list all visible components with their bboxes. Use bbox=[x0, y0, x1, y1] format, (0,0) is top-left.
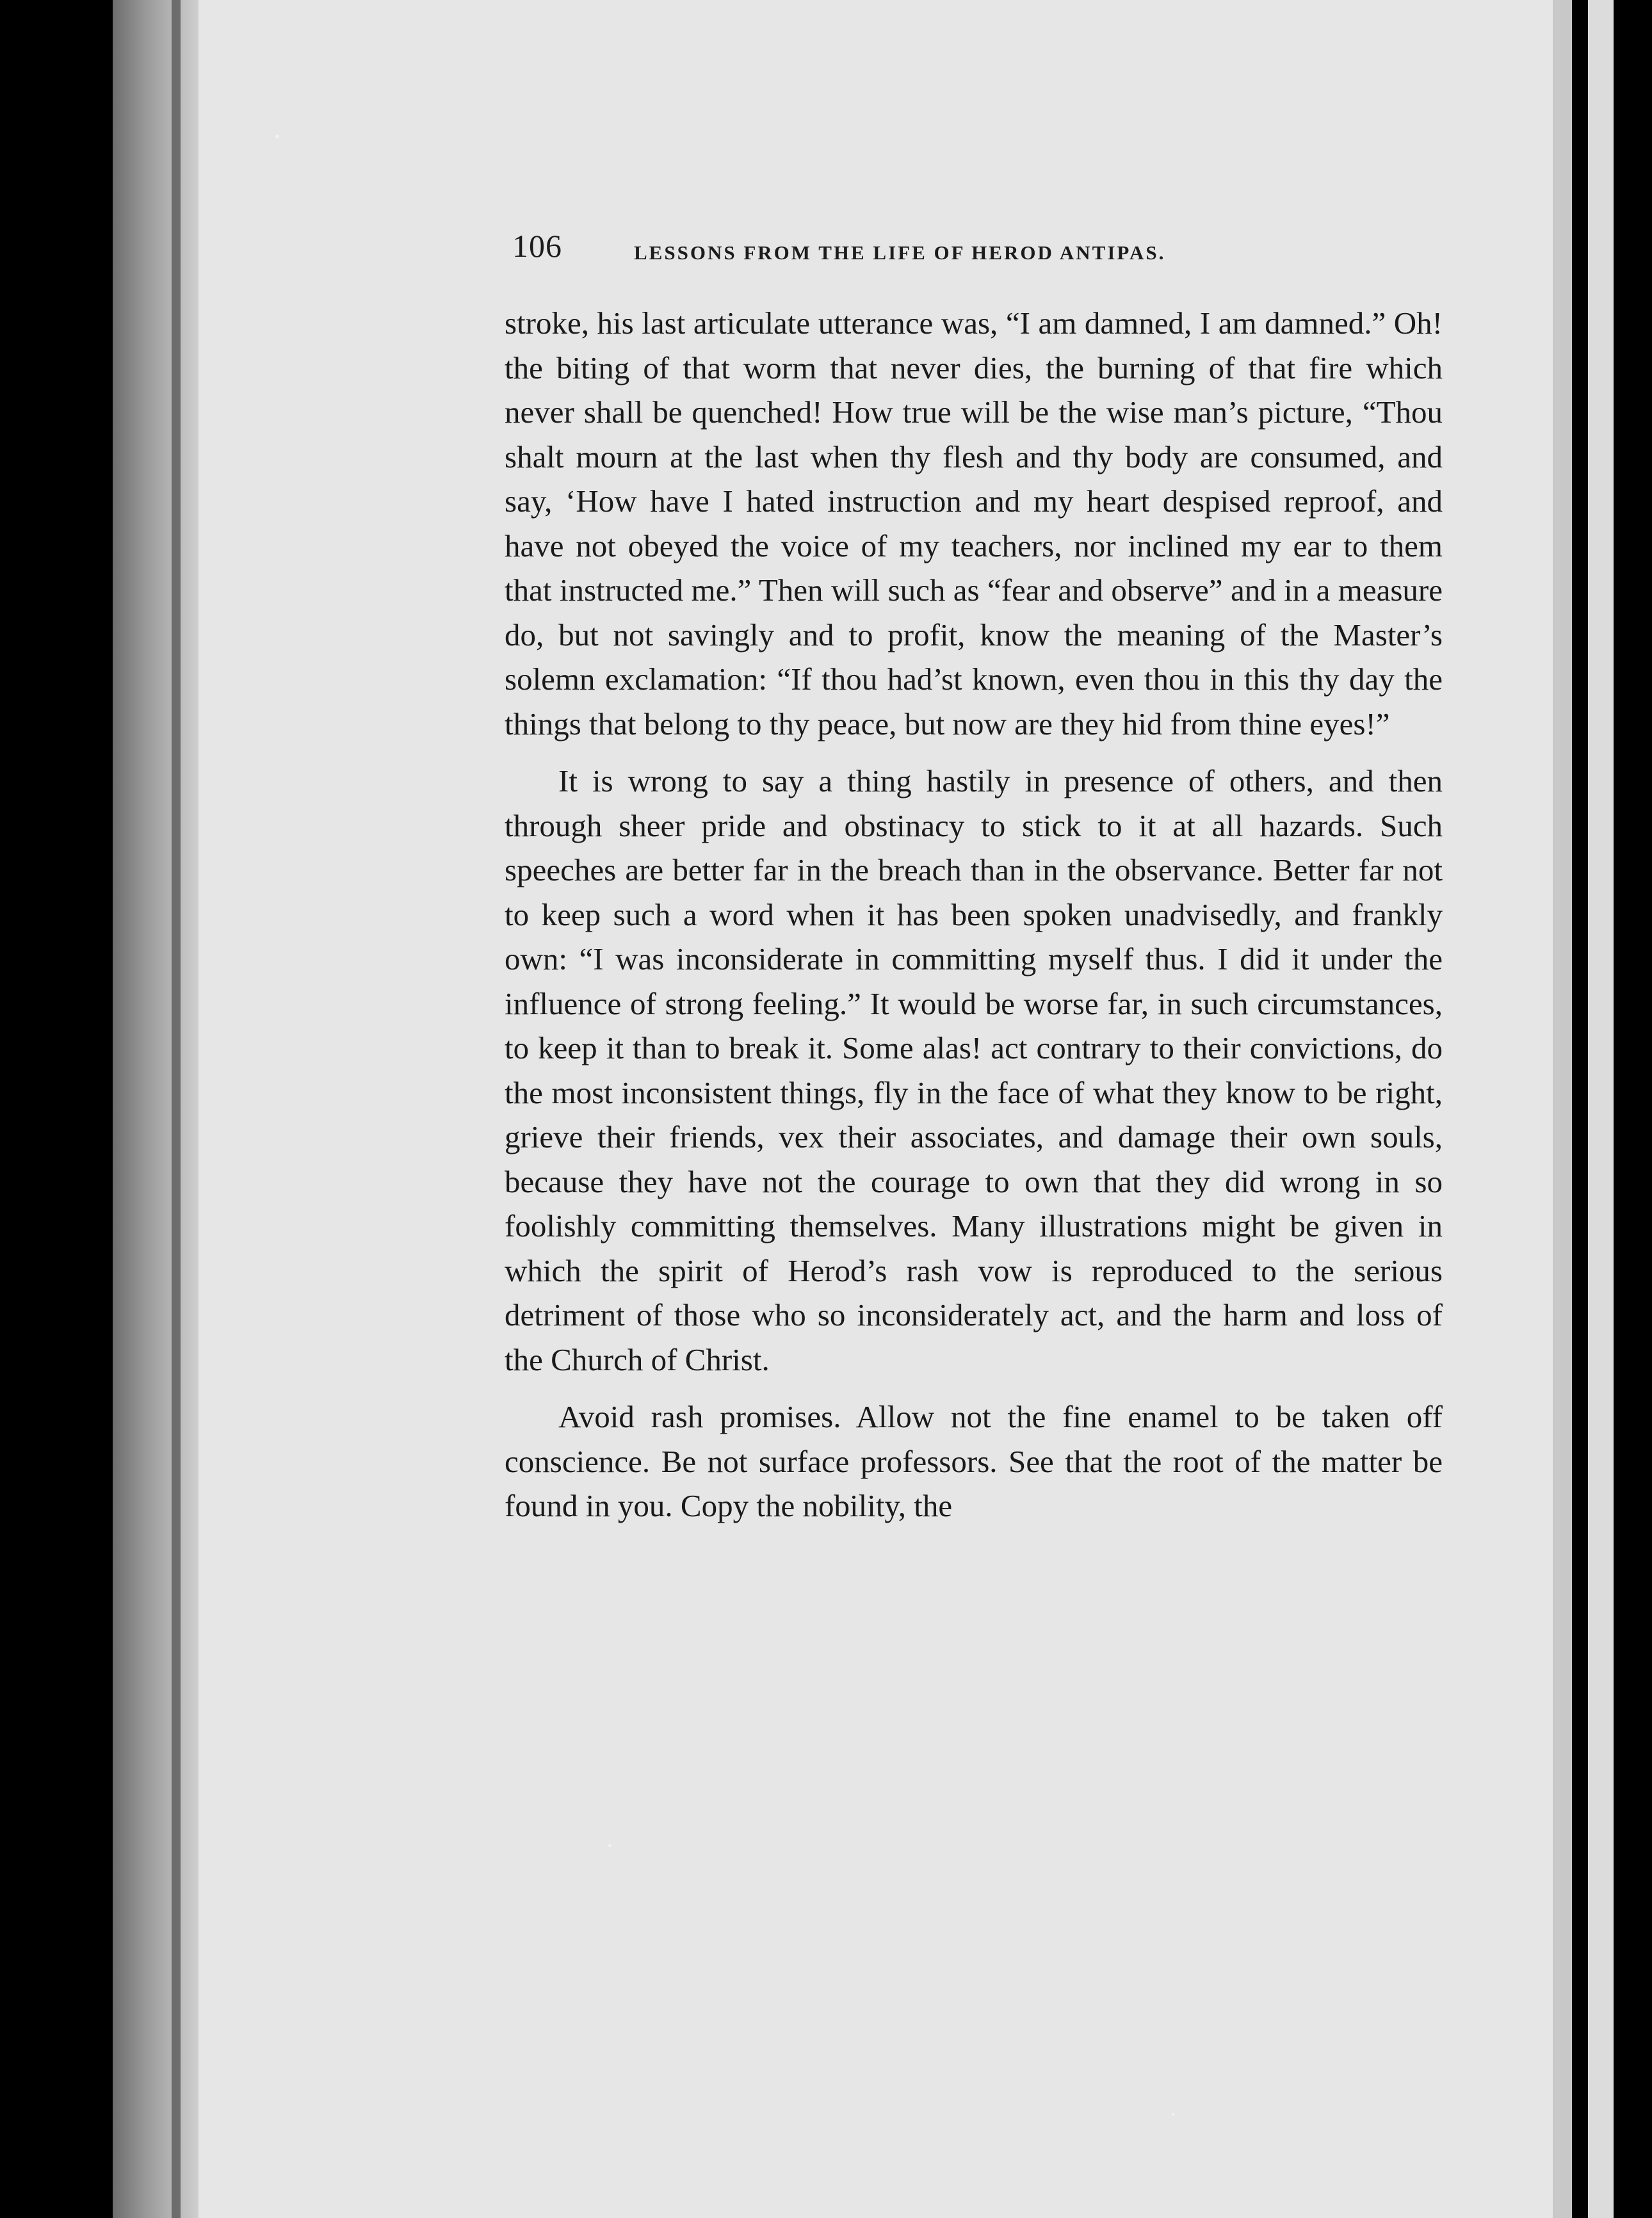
gutter-shadow bbox=[172, 0, 181, 2218]
book-gutter bbox=[113, 0, 209, 2218]
paragraph: stroke, his last articulate utterance was, “I am damned, I am damned.” Oh! the biting of that worm that never dies, the burning of that fire which never shall be quenched! How true will be the wise man’s picture, “Thou shalt mourn at the last when thy flesh and thy body are consumed, and say, ‘How have I hated instruction and my heart despised reproof, and have not obeyed the voice of my teachers, nor inclined my ear to them that instructed me.” Then will such as “fear and observe” and in a measure do, but not savingly and to profit, know the meaning of the Master’s solemn exclamation: “If thou had’st known, even thou in this thy day the things that belong to thy peace, but now are they hid from thine eyes!” bbox=[505, 305, 1443, 741]
page-edge bbox=[1553, 0, 1572, 2218]
dust-speck bbox=[275, 134, 279, 138]
body-text bbox=[505, 301, 1443, 1541]
dust-speck bbox=[1172, 2113, 1174, 2116]
paragraph: Avoid rash promises. Allow not the fine enamel to be taken off conscience. Be not surface professors. See that the root of the matter be found in you. Copy the nobility, the bbox=[505, 1399, 1443, 1523]
running-title: LESSONS FROM THE LIFE OF HEROD ANTIPAS. bbox=[634, 241, 1166, 264]
facing-page-edge bbox=[1588, 0, 1614, 2218]
page-header bbox=[512, 227, 1345, 266]
paragraph: It is wrong to say a thing hastily in presence of others, and then through sheer pride and obstinacy to stick to it at all hazards. Such speeches are better far in the breach than in the observance. Better far not to keep such a word when it has been spoken unadvisedly, and frankly own: “I was inconsiderate in committing myself thus. I did it under the influence of strong feeling.” It would be worse far, in such circumstances, to keep it than to break it. Some alas! act contrary to their convictions, do the most inconsistent things, fly in the face of what they know to be right, grieve their friends, vex their associates, and damage their own souls, because they have not the courage to own that they did wrong in so foolishly committing themselves. Many illustrations might be given in which the spirit of Herod’s rash vow is reproduced to the serious detriment of those who so inconsiderately act, and the harm and loss of the Church of Christ. bbox=[505, 763, 1443, 1377]
dust-speck bbox=[608, 1844, 611, 1847]
page-number: 106 bbox=[512, 228, 562, 264]
